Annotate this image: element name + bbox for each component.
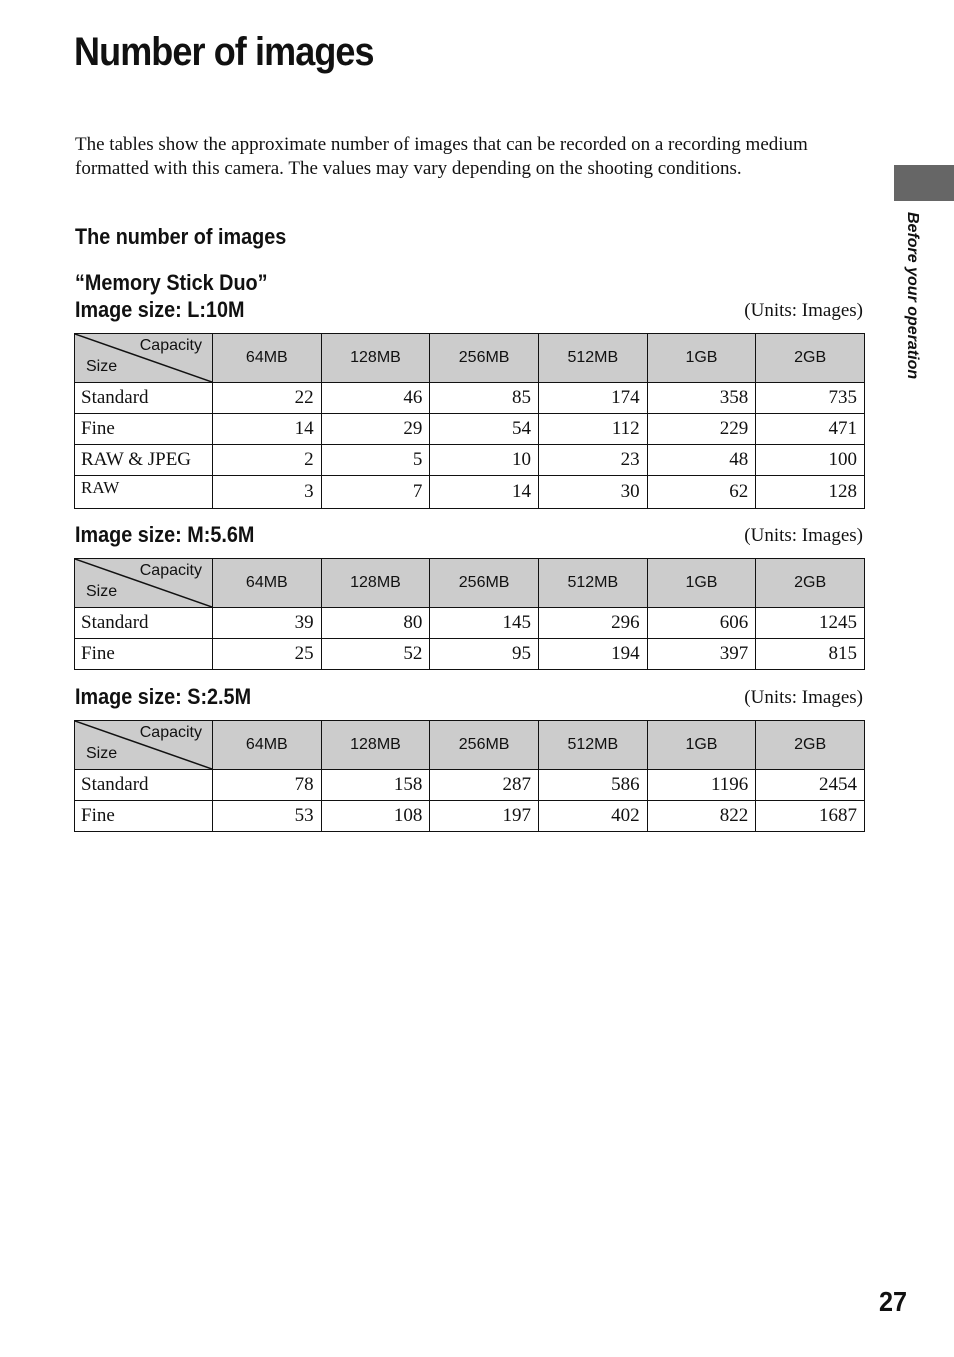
column-header: 512MB xyxy=(538,721,647,770)
row-label: Fine xyxy=(75,801,213,832)
corner-cell xyxy=(75,721,213,770)
table-cell: 100 xyxy=(756,445,865,476)
corner-size-label: Size xyxy=(86,358,118,375)
table-cell: 25 xyxy=(213,639,322,670)
table-row xyxy=(75,414,865,445)
row-label: RAW xyxy=(75,476,213,509)
table-cell: 5 xyxy=(321,445,430,476)
table-cell: 735 xyxy=(756,383,865,414)
table-cell: 7 xyxy=(321,476,430,509)
table-cell: 46 xyxy=(321,383,430,414)
capacity-table-l xyxy=(74,333,865,509)
intro-paragraph: The tables show the approximate number of images that can be recorded on a recording medium formatted with this camera. The values may vary depending on the shooting conditions. xyxy=(75,134,808,179)
table-heading-l: Image size: L:10M xyxy=(75,297,245,322)
table-cell: 158 xyxy=(321,770,430,801)
table-cell: 197 xyxy=(430,801,539,832)
table-cell: 1196 xyxy=(647,770,756,801)
page-number: 27 xyxy=(879,1286,908,1317)
units-label: (Units: Images) xyxy=(744,687,863,708)
table-cell: 62 xyxy=(647,476,756,509)
table-cell: 145 xyxy=(430,608,539,639)
column-header: 256MB xyxy=(430,559,539,608)
table-cell: 53 xyxy=(213,801,322,832)
table-row xyxy=(75,801,865,832)
table-cell: 296 xyxy=(538,608,647,639)
column-header: 128MB xyxy=(321,721,430,770)
table-cell: 128 xyxy=(756,476,865,509)
units-label: (Units: Images) xyxy=(744,300,863,321)
column-header: 512MB xyxy=(538,559,647,608)
column-header: 1GB xyxy=(647,559,756,608)
row-label: Fine xyxy=(75,414,213,445)
table-cell: 287 xyxy=(430,770,539,801)
row-label: RAW & JPEG xyxy=(75,445,213,476)
table-cell: 85 xyxy=(430,383,539,414)
table-row xyxy=(75,383,865,414)
corner-capacity-label: Capacity xyxy=(139,562,202,579)
column-header: 128MB xyxy=(321,334,430,383)
units-label: (Units: Images) xyxy=(744,525,863,546)
column-header: 2GB xyxy=(756,559,865,608)
table-cell: 78 xyxy=(213,770,322,801)
corner-capacity-label: Capacity xyxy=(139,724,202,741)
side-tab-marker xyxy=(894,165,954,201)
row-label: Standard xyxy=(75,608,213,639)
table-cell: 2 xyxy=(213,445,322,476)
corner-capacity-label: Capacity xyxy=(139,337,202,354)
column-header: 1GB xyxy=(647,334,756,383)
table-cell: 586 xyxy=(538,770,647,801)
table-cell: 14 xyxy=(430,476,539,509)
column-header: 64MB xyxy=(213,721,322,770)
table-cell: 22 xyxy=(213,383,322,414)
table-cell: 402 xyxy=(538,801,647,832)
table-header-row xyxy=(75,559,865,608)
table-row xyxy=(75,608,865,639)
table-cell: 108 xyxy=(321,801,430,832)
column-header: 256MB xyxy=(430,721,539,770)
table-cell: 358 xyxy=(647,383,756,414)
table-cell: 54 xyxy=(430,414,539,445)
row-label: Standard xyxy=(75,770,213,801)
table-cell: 229 xyxy=(647,414,756,445)
column-header: 64MB xyxy=(213,559,322,608)
table-cell: 606 xyxy=(647,608,756,639)
table-cell: 30 xyxy=(538,476,647,509)
table-cell: 471 xyxy=(756,414,865,445)
table-header-row xyxy=(75,721,865,770)
table-cell: 194 xyxy=(538,639,647,670)
corner-size-label: Size xyxy=(86,583,118,600)
table-cell: 3 xyxy=(213,476,322,509)
table-cell: 48 xyxy=(647,445,756,476)
capacity-table-m xyxy=(74,558,865,670)
table-heading-m: Image size: M:5.6M xyxy=(75,522,255,547)
table-cell: 52 xyxy=(321,639,430,670)
table-cell: 174 xyxy=(538,383,647,414)
table-cell: 14 xyxy=(213,414,322,445)
corner-cell xyxy=(75,334,213,383)
corner-cell xyxy=(75,559,213,608)
column-header: 64MB xyxy=(213,334,322,383)
section-heading: The number of images xyxy=(75,224,287,249)
table-cell: 112 xyxy=(538,414,647,445)
column-header: 2GB xyxy=(756,334,865,383)
table-cell: 23 xyxy=(538,445,647,476)
medium-heading: “Memory Stick Duo” xyxy=(75,270,268,295)
table-cell: 1245 xyxy=(756,608,865,639)
row-label: Standard xyxy=(75,383,213,414)
side-tab-label: Before your operation xyxy=(904,212,921,380)
column-header: 128MB xyxy=(321,559,430,608)
table-heading-s: Image size: S:2.5M xyxy=(75,684,252,709)
table-cell: 1687 xyxy=(756,801,865,832)
table-row xyxy=(75,445,865,476)
table-cell: 815 xyxy=(756,639,865,670)
column-header: 256MB xyxy=(430,334,539,383)
table-header-row xyxy=(75,334,865,383)
capacity-table-s xyxy=(74,720,865,832)
column-header: 2GB xyxy=(756,721,865,770)
table-cell: 95 xyxy=(430,639,539,670)
table-cell: 397 xyxy=(647,639,756,670)
table-row xyxy=(75,770,865,801)
column-header: 512MB xyxy=(538,334,647,383)
table-cell: 10 xyxy=(430,445,539,476)
table-cell: 80 xyxy=(321,608,430,639)
row-label: Fine xyxy=(75,639,213,670)
column-header: 1GB xyxy=(647,721,756,770)
corner-size-label: Size xyxy=(86,745,118,762)
table-cell: 29 xyxy=(321,414,430,445)
table-row xyxy=(75,476,865,509)
table-cell: 822 xyxy=(647,801,756,832)
table-row xyxy=(75,639,865,670)
page-title: Number of images xyxy=(74,30,374,74)
table-cell: 2454 xyxy=(756,770,865,801)
table-cell: 39 xyxy=(213,608,322,639)
